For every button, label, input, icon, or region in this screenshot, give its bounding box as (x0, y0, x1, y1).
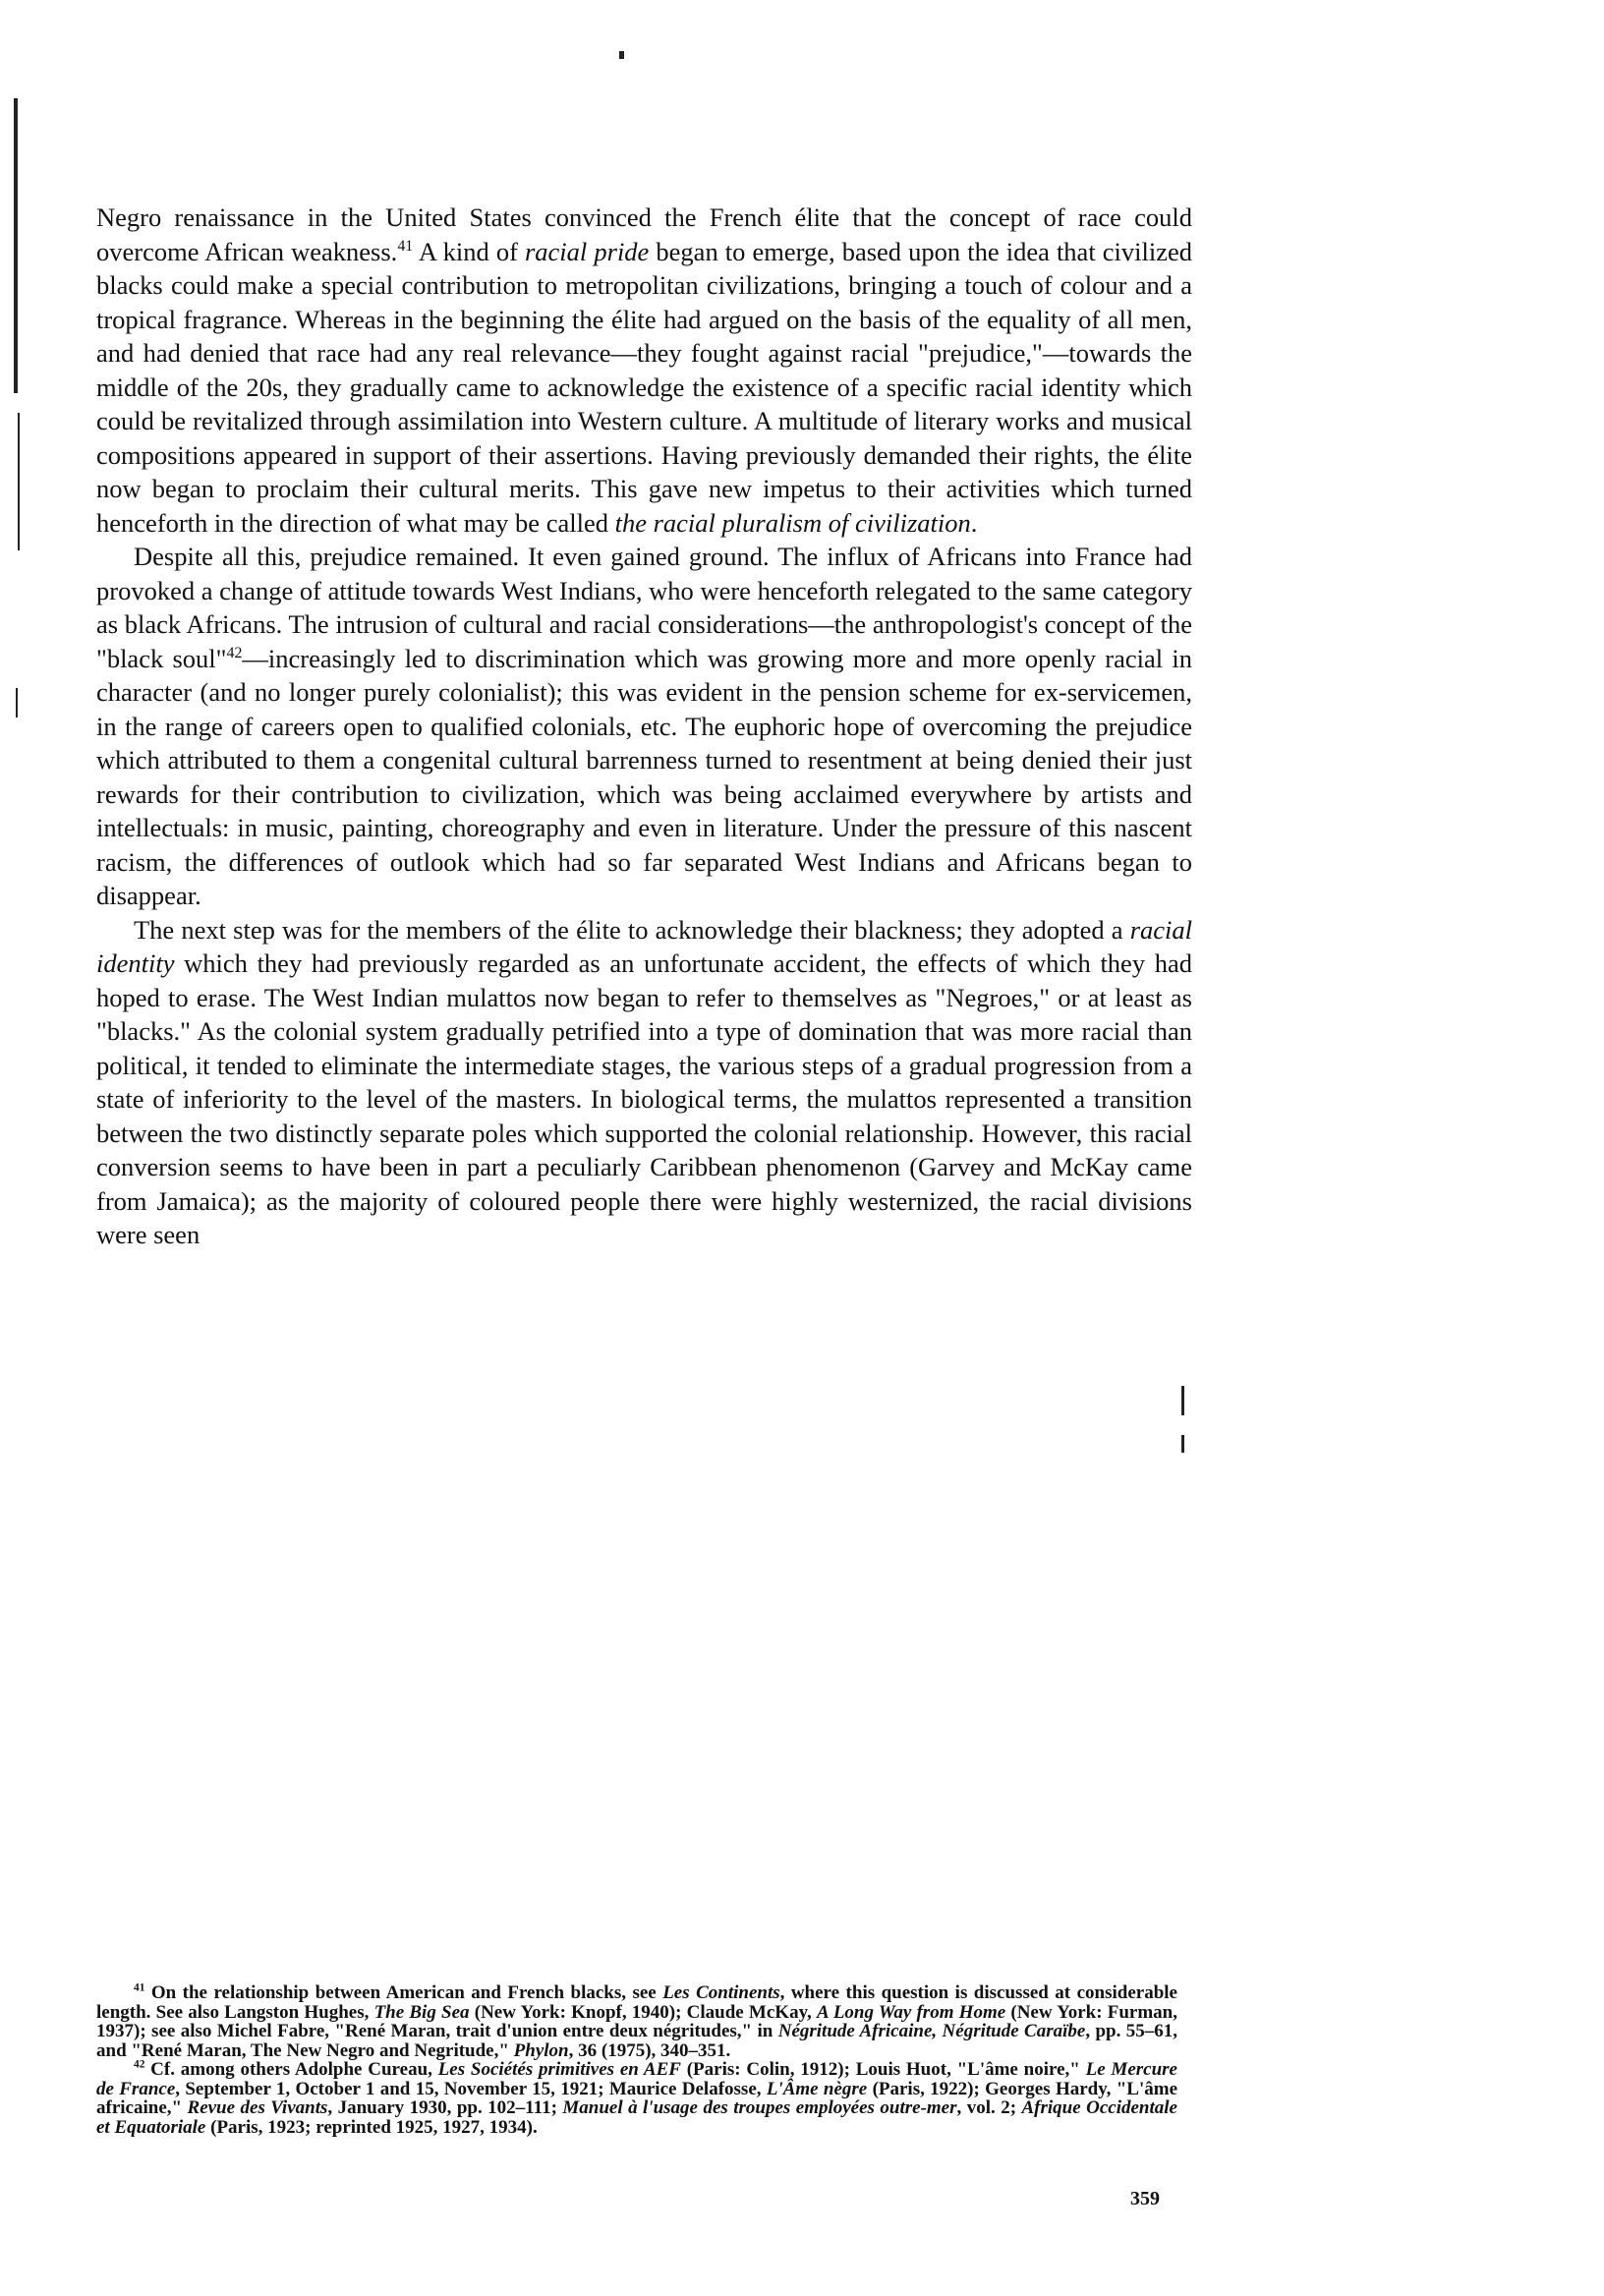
scan-margin-mark (18, 413, 20, 550)
footnote-number: 42 (134, 2058, 145, 2071)
text-run: , pp. 55–61, and "René Maran, The New Negro and Negritude," (96, 2021, 1177, 2061)
text-run: , where this question is discussed at considerable length. See also Langston Hughes, (96, 1982, 1177, 2023)
emphasis: A Long Way from Home (816, 2001, 1006, 2023)
emphasis: Afrique Occidentale et Equatoriale (96, 2097, 1177, 2138)
page-number: 359 (1130, 2188, 1160, 2210)
text-run: , September 1, October 1 and 15, November 15, 1921; Maurice Delafosse, (175, 2078, 767, 2099)
main-text (96, 201, 1192, 1252)
text-run: The next step was for the members of the élite to acknowledge their blackness; they adopted a (134, 914, 1130, 945)
text-run: . (970, 507, 978, 538)
footnote-41 (96, 1983, 1177, 2060)
emphasis: Les Sociétés primitives en AEF (437, 2059, 681, 2080)
text-run: (Paris: Colin, 1912); Louis Huot, "L'âme noire," (680, 2059, 1086, 2080)
text-run: On the relationship between American and French blacks, see (144, 1982, 663, 2003)
emphasis: The Big Sea (373, 2001, 470, 2023)
emphasis: Les Continents (662, 1982, 780, 2003)
emphasis: L'Âme nègre (766, 2078, 868, 2099)
footnotes (96, 1983, 1177, 2137)
scan-margin-mark (14, 98, 18, 393)
text-run: Despite all this, prejudice remained. It even gained ground. The influx of Africans into France had provoked a change of attitude towards West Indians, who were henceforth relegated to the same category as black Africans. The intrusion of cultural and racial considerations—the anthropologist's concept of the "black soul" (96, 542, 1192, 673)
footnote-ref: 42 (226, 644, 243, 661)
text-run: —increasingly led to discrimination which was growing more and more openly racial in character (and no longer purely colonialist); this was evident in the pension scheme for ex-servicemen, in the range of careers open to qualified colonials, etc. The euphoric hope of overcoming the prejudice which attributed to them a congenital cultural barrenness turned to resentment at being denied their just rewards for their contribution to civilization, which was being acclaimed everywhere by artists and intellectuals: in music, painting, choreography and even in literature. Under the pressure of this nascent racism, the differences of outlook which had so far separated West Indians and Africans began to disappear. (96, 643, 1192, 910)
scan-speck (619, 51, 624, 59)
text-run: Cf. among others Adolphe Cureau, (144, 2059, 438, 2080)
text-run: which they had previously regarded as an unfortunate accident, the effects of which they had hoped to erase. The West Indian mulattos now began to refer to themselves as "Negroes," or at least as "blacks." As the colonial system gradually petrified into a type of domination that was more racial than political, it tended to eliminate the intermediate stages, the various steps of a gradual progression from a state of inferiority to the level of the masters. In biological terms, the mulattos represented a transition between the two distinctly separate poles which supported the colonial relationship. However, this racial conversion seems to have been in part a peculiarly Caribbean phenomenon (Garvey and McKay came from Jamaica); as the majority of coloured people there were highly westernized, the racial divisions were seen (96, 948, 1192, 1249)
footnote-number: 41 (134, 1981, 145, 1994)
text-run: (New York: Knopf, 1940); Claude McKay, (469, 2001, 817, 2023)
scan-margin-mark (16, 688, 18, 718)
scan-margin-mark (1181, 1386, 1184, 1415)
emphasis: the racial pluralism of civilization (614, 507, 971, 538)
text-run: Negro renaissance in the United States convinced the French élite that the concept of race could overcome African weakness. (96, 202, 1192, 266)
text-run: (Paris, 1922); Georges Hardy, "L'âme africaine," (96, 2078, 1178, 2118)
text-run: , 36 (1975), 340–351. (568, 2039, 731, 2061)
text-run: began to emerge, based upon the idea that civilized blacks could make a special contribution to metropolitan civilizations, bringing a touch of colour and a tropical fragrance. Whereas in the beginning the élite had argued on the basis of the equality of all men, and had denied that race had any real relevance—they fought against racial "prejudice,"—towards the middle of the 20s, they gradually came to acknowledge the existence of a specific racial identity which could be revitalized through assimilation into Western culture. A multitude of literary works and musical compositions appeared in support of their assertions. Having previously demanded their rights, the élite now began to proclaim their cultural merits. This gave new impetus to their activities which turned henceforth in the direction of what may be called (96, 236, 1193, 538)
text-run: A kind of (413, 236, 525, 266)
emphasis: Négritude Africaine, Négritude Caraïbe (777, 2021, 1086, 2041)
emphasis: Le Mercure de France (96, 2059, 1177, 2099)
scan-margin-mark (1181, 1435, 1184, 1453)
text-run: (New York: Furman, 1937); see also Michel Fabre, "René Maran, trait d'union entre deux négritudes," in (96, 2001, 1177, 2041)
text-run: , vol. 2; (956, 2097, 1022, 2118)
emphasis: racial identity (96, 914, 1192, 978)
emphasis: racial pride (524, 236, 650, 266)
paragraph (96, 201, 1192, 540)
footnote-42 (96, 2060, 1177, 2137)
paragraph (96, 540, 1192, 913)
text-run: (Paris, 1923; reprinted 1925, 1927, 1934). (205, 2116, 538, 2138)
emphasis: Phylon (513, 2039, 569, 2061)
text-run: , January 1930, pp. 102–111; (327, 2097, 563, 2118)
footnote-ref: 41 (397, 237, 414, 255)
paragraph (96, 913, 1192, 1252)
emphasis: Revue des Vivants (187, 2097, 328, 2118)
emphasis: Manuel à l'usage des troupes employées outre-mer (562, 2097, 957, 2118)
